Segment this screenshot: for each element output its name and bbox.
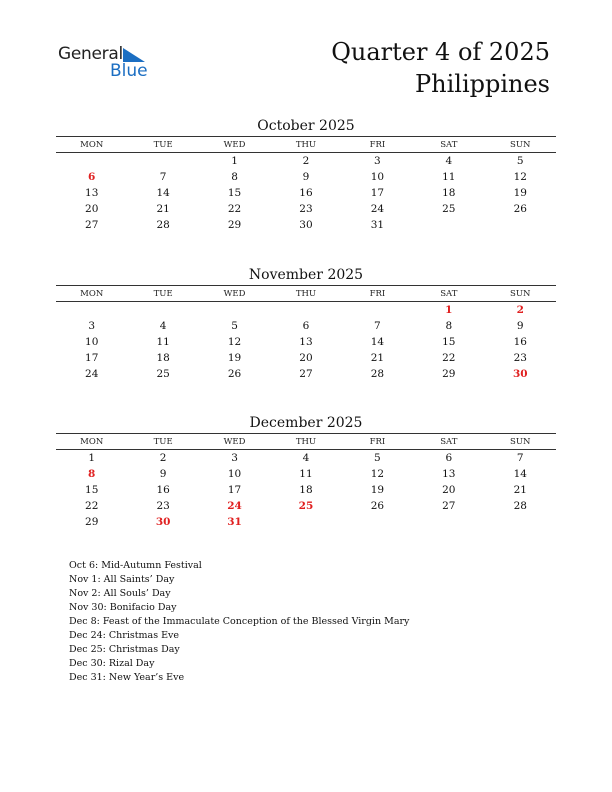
day-cell: 9 bbox=[302, 171, 310, 183]
day-cell: 9 bbox=[516, 320, 524, 332]
week-row bbox=[56, 318, 556, 334]
day-cell: 22 bbox=[85, 500, 99, 512]
day-cell: 6 bbox=[88, 171, 96, 183]
weekday-header: TUE bbox=[127, 434, 198, 450]
day-cell: 16 bbox=[513, 336, 527, 348]
calendar-grid bbox=[56, 136, 556, 233]
day-cell: 20 bbox=[299, 352, 313, 364]
day-cell: 19 bbox=[513, 187, 527, 199]
day-cell: 8 bbox=[231, 171, 238, 183]
day-cell: 13 bbox=[85, 187, 99, 199]
week-row bbox=[56, 217, 556, 233]
holiday-item: Oct 6: Mid-Autumn Festival bbox=[69, 560, 202, 571]
day-cell: 17 bbox=[85, 352, 99, 364]
day-cell: 12 bbox=[370, 468, 385, 480]
month-title: October 2025 bbox=[257, 118, 355, 134]
day-cell: 25 bbox=[442, 203, 456, 215]
weekday-header: MON bbox=[56, 286, 127, 302]
week-row bbox=[56, 498, 556, 514]
day-cell: 13 bbox=[442, 468, 456, 480]
day-cell: 23 bbox=[513, 352, 527, 364]
day-cell: 21 bbox=[156, 203, 170, 215]
day-cell: 24 bbox=[227, 500, 242, 512]
week-row bbox=[56, 366, 556, 382]
weekday-header: THU bbox=[270, 434, 341, 450]
day-cell: 1 bbox=[445, 304, 453, 316]
day-cell: 18 bbox=[156, 352, 170, 364]
day-cell: 14 bbox=[156, 187, 170, 199]
day-cell: 11 bbox=[442, 171, 456, 183]
empty-day-cell bbox=[270, 514, 341, 530]
week-row bbox=[56, 334, 556, 350]
empty-day-cell bbox=[342, 514, 413, 530]
weekday-header: FRI bbox=[342, 137, 413, 153]
day-cell: 1 bbox=[88, 452, 96, 464]
day-cell: 27 bbox=[442, 500, 456, 512]
country-name: Philippines bbox=[414, 70, 550, 98]
day-cell: 5 bbox=[231, 320, 238, 332]
day-cell: 16 bbox=[299, 187, 313, 199]
day-cell: 19 bbox=[227, 352, 242, 364]
day-cell: 29 bbox=[227, 219, 242, 231]
day-cell: 15 bbox=[442, 336, 456, 348]
weekday-header: FRI bbox=[342, 286, 413, 302]
empty-day-cell bbox=[485, 217, 556, 233]
day-cell: 13 bbox=[299, 336, 313, 348]
week-row bbox=[56, 153, 556, 170]
empty-day-cell bbox=[199, 302, 270, 319]
day-cell: 1 bbox=[231, 155, 238, 167]
day-cell: 30 bbox=[155, 516, 171, 528]
empty-day-cell bbox=[56, 153, 127, 170]
weekday-header: WED bbox=[199, 286, 270, 302]
week-row bbox=[56, 482, 556, 498]
holiday-item: Dec 24: Christmas Eve bbox=[69, 630, 180, 641]
day-cell: 24 bbox=[370, 203, 385, 215]
holiday-item: Dec 30: Rizal Day bbox=[69, 658, 155, 669]
day-cell: 28 bbox=[156, 219, 170, 231]
weekday-header: SUN bbox=[485, 434, 556, 450]
empty-day-cell bbox=[127, 302, 198, 319]
weekday-header: WED bbox=[199, 434, 270, 450]
empty-day-cell bbox=[485, 514, 556, 530]
day-cell: 6 bbox=[445, 452, 453, 464]
day-cell: 7 bbox=[159, 171, 167, 183]
day-cell: 27 bbox=[299, 368, 313, 380]
day-cell: 20 bbox=[85, 203, 99, 215]
day-cell: 5 bbox=[374, 452, 381, 464]
empty-day-cell bbox=[413, 217, 484, 233]
day-cell: 3 bbox=[88, 320, 96, 332]
month-october bbox=[56, 116, 556, 233]
day-cell: 5 bbox=[516, 155, 524, 167]
day-cell: 12 bbox=[513, 171, 527, 183]
weekday-header: THU bbox=[270, 286, 341, 302]
day-cell: 14 bbox=[370, 336, 385, 348]
day-cell: 17 bbox=[370, 187, 385, 199]
generalblue-logo bbox=[58, 44, 168, 84]
day-cell: 26 bbox=[370, 500, 385, 512]
calendar-grid bbox=[56, 433, 556, 530]
weekday-header: FRI bbox=[342, 434, 413, 450]
weekday-header: SAT bbox=[413, 286, 484, 302]
day-cell: 10 bbox=[370, 171, 385, 183]
day-cell: 23 bbox=[299, 203, 313, 215]
day-cell: 18 bbox=[442, 187, 456, 199]
day-cell: 12 bbox=[227, 336, 242, 348]
day-cell: 31 bbox=[370, 219, 385, 231]
day-cell: 28 bbox=[513, 500, 527, 512]
day-cell: 4 bbox=[445, 155, 453, 167]
weekday-header-row bbox=[56, 137, 556, 153]
weekday-header: TUE bbox=[127, 286, 198, 302]
day-cell: 20 bbox=[442, 484, 456, 496]
day-cell: 24 bbox=[85, 368, 99, 380]
empty-day-cell bbox=[56, 302, 127, 319]
day-cell: 4 bbox=[302, 452, 310, 464]
page-title: Quarter 4 of 2025 bbox=[331, 38, 550, 66]
day-cell: 28 bbox=[370, 368, 385, 380]
month-title: November 2025 bbox=[248, 267, 364, 283]
day-cell: 21 bbox=[370, 352, 385, 364]
holiday-item: Nov 30: Bonifacio Day bbox=[69, 602, 177, 613]
day-cell: 8 bbox=[88, 468, 96, 480]
day-cell: 30 bbox=[512, 368, 528, 380]
day-cell: 25 bbox=[298, 500, 314, 512]
month-november bbox=[56, 265, 556, 382]
page-header bbox=[331, 36, 550, 100]
day-cell: 6 bbox=[302, 320, 310, 332]
empty-day-cell bbox=[270, 302, 341, 319]
day-cell: 2 bbox=[159, 452, 167, 464]
day-cell: 8 bbox=[445, 320, 453, 332]
weekday-header: MON bbox=[56, 137, 127, 153]
week-row bbox=[56, 185, 556, 201]
empty-day-cell bbox=[413, 514, 484, 530]
week-row bbox=[56, 350, 556, 366]
weekday-header: SAT bbox=[413, 434, 484, 450]
day-cell: 30 bbox=[299, 219, 313, 231]
holiday-list bbox=[69, 559, 409, 685]
week-row bbox=[56, 201, 556, 217]
holiday-item: Dec 31: New Year’s Eve bbox=[69, 672, 185, 683]
weekday-header-row bbox=[56, 434, 556, 450]
day-cell: 15 bbox=[227, 187, 242, 199]
day-cell: 22 bbox=[227, 203, 242, 215]
day-cell: 15 bbox=[85, 484, 99, 496]
day-cell: 18 bbox=[299, 484, 313, 496]
day-cell: 10 bbox=[227, 468, 242, 480]
day-cell: 21 bbox=[513, 484, 527, 496]
week-row bbox=[56, 514, 556, 530]
weekday-header-row bbox=[56, 286, 556, 302]
logo-text-blue: Blue bbox=[110, 61, 148, 81]
day-cell: 2 bbox=[302, 155, 310, 167]
weekday-header: SUN bbox=[485, 286, 556, 302]
day-cell: 14 bbox=[513, 468, 527, 480]
day-cell: 3 bbox=[231, 452, 238, 464]
day-cell: 23 bbox=[156, 500, 170, 512]
day-cell: 29 bbox=[85, 516, 99, 528]
empty-day-cell bbox=[127, 153, 198, 170]
holiday-item: Nov 1: All Saints’ Day bbox=[69, 574, 175, 585]
day-cell: 19 bbox=[370, 484, 385, 496]
holiday-item: Dec 8: Feast of the Immaculate Conception of the Blessed Virgin Mary bbox=[69, 616, 410, 627]
day-cell: 2 bbox=[516, 304, 524, 316]
week-row bbox=[56, 302, 556, 319]
day-cell: 7 bbox=[374, 320, 381, 332]
weekday-header: SAT bbox=[413, 137, 484, 153]
day-cell: 4 bbox=[159, 320, 167, 332]
day-cell: 11 bbox=[156, 336, 170, 348]
day-cell: 26 bbox=[513, 203, 527, 215]
weekday-header: SUN bbox=[485, 137, 556, 153]
weekday-header: MON bbox=[56, 434, 127, 450]
day-cell: 11 bbox=[299, 468, 313, 480]
day-cell: 7 bbox=[516, 452, 524, 464]
day-cell: 10 bbox=[85, 336, 99, 348]
weekday-header: THU bbox=[270, 137, 341, 153]
day-cell: 16 bbox=[156, 484, 170, 496]
empty-day-cell bbox=[342, 302, 413, 319]
week-row bbox=[56, 466, 556, 482]
month-december bbox=[56, 413, 556, 530]
day-cell: 9 bbox=[159, 468, 167, 480]
week-row bbox=[56, 450, 556, 467]
weekday-header: TUE bbox=[127, 137, 198, 153]
day-cell: 29 bbox=[442, 368, 456, 380]
week-row bbox=[56, 169, 556, 185]
day-cell: 25 bbox=[156, 368, 170, 380]
day-cell: 3 bbox=[374, 155, 381, 167]
holiday-item: Nov 2: All Souls’ Day bbox=[69, 588, 171, 599]
month-title: December 2025 bbox=[249, 415, 363, 431]
day-cell: 22 bbox=[442, 352, 456, 364]
day-cell: 31 bbox=[227, 516, 242, 528]
logo-text-general: General bbox=[58, 44, 123, 64]
weekday-header: WED bbox=[199, 137, 270, 153]
day-cell: 27 bbox=[85, 219, 99, 231]
holiday-item: Dec 25: Christmas Day bbox=[69, 644, 180, 655]
calendar-grid bbox=[56, 285, 556, 382]
day-cell: 17 bbox=[227, 484, 242, 496]
day-cell: 26 bbox=[227, 368, 242, 380]
